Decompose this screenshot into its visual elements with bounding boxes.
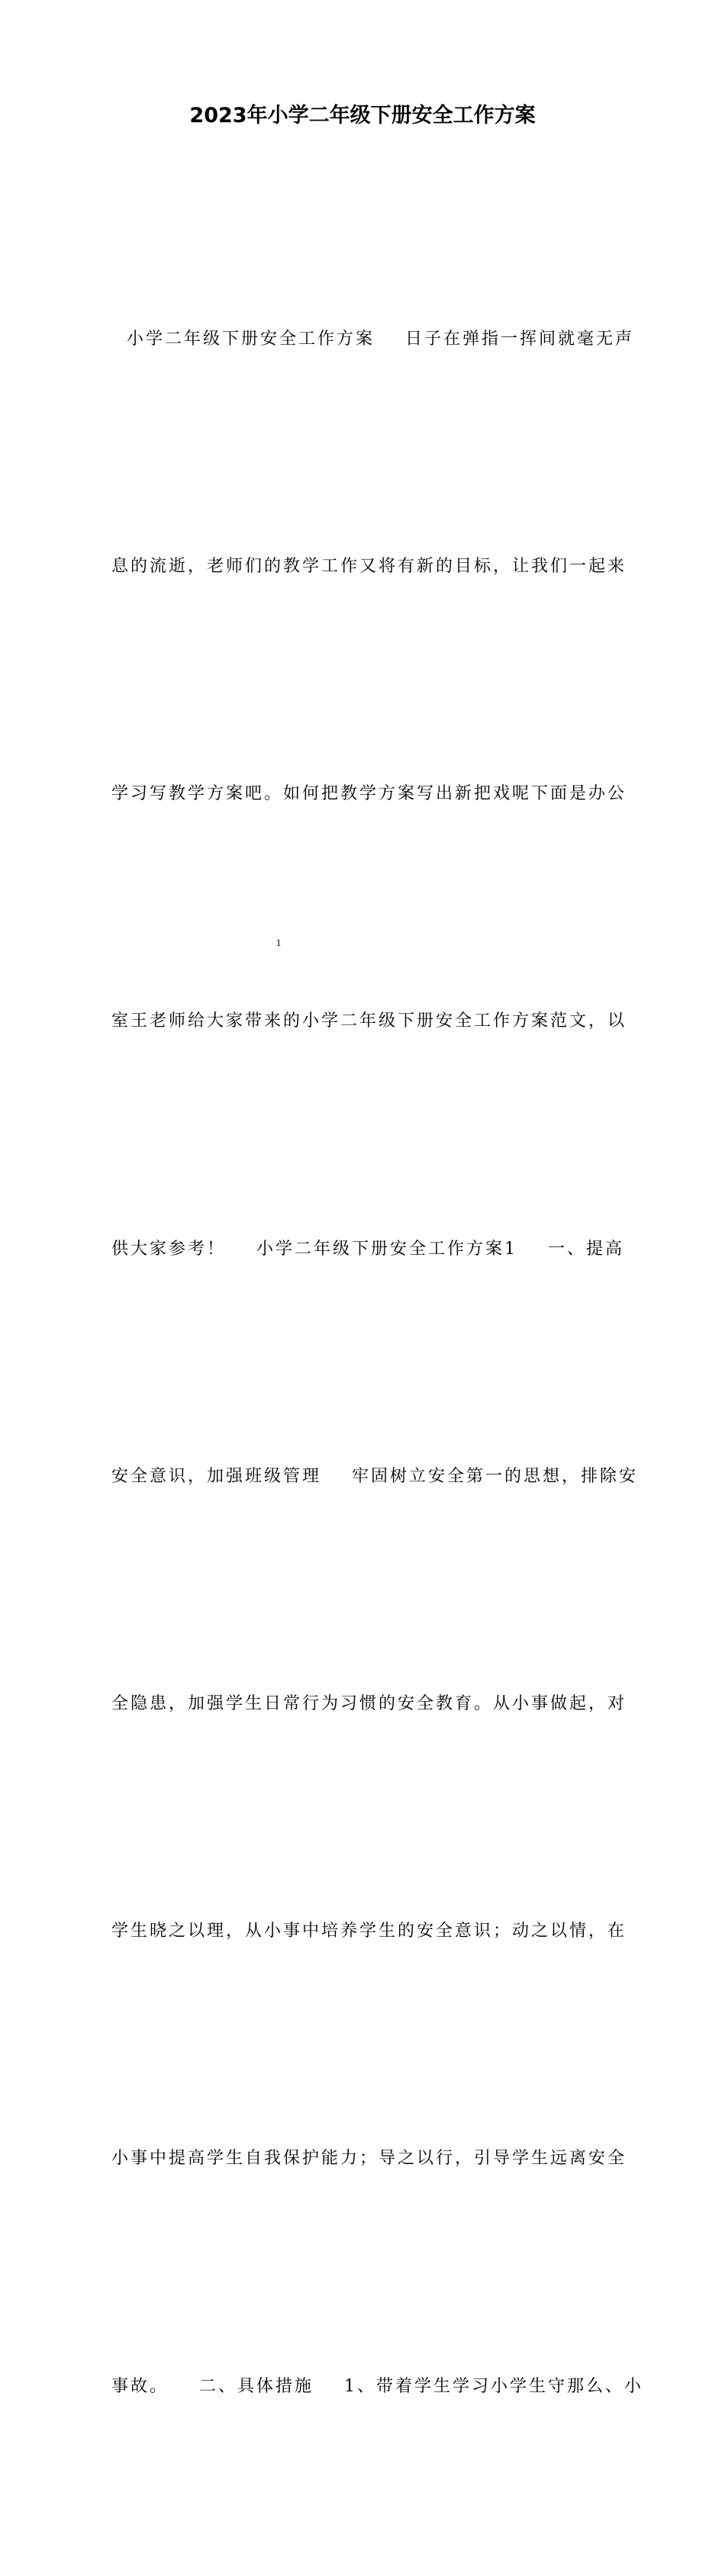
page-number: 1 (276, 937, 282, 948)
document-title: 2023年小学二年级下册安全工作方案 (189, 104, 536, 127)
body-line: 小事中提高学生自我保护能力；导之以行，引导学生远离安全 (111, 2149, 627, 2169)
body-line: 全隐患，加强学生日常行为习惯的安全教育。从小事做起，对 (111, 1694, 627, 1714)
body-line: 学习写教学方案吧。如何把教学方案写出新把戏呢下面是办公 (111, 784, 627, 804)
body-line: 室王老师给大家带来的小学二年级下册安全工作方案范文，以 (111, 1011, 627, 1031)
body-line: 息的流逝，老师们的教学工作又将有新的目标，让我们一起来 (111, 557, 627, 577)
document-body (111, 150, 643, 2576)
body-line: 学生晓之以理，从小事中培养学生的安全意识；动之以情，在 (111, 1922, 627, 1941)
body-line: 供大家参考！ 小学二年级下册安全工作方案1 一、提高 (111, 1239, 624, 1259)
body-line: 事故。 二、具体措施 1、带着学生学习小学生守那么、小 (111, 2376, 643, 2396)
body-line: 小学二年级下册安全工作方案 日子在弹指一挥间就毫无声 (111, 329, 634, 349)
body-line: 安全意识，加强班级管理 牢固树立安全第一的思想，排除安 (111, 1466, 638, 1486)
